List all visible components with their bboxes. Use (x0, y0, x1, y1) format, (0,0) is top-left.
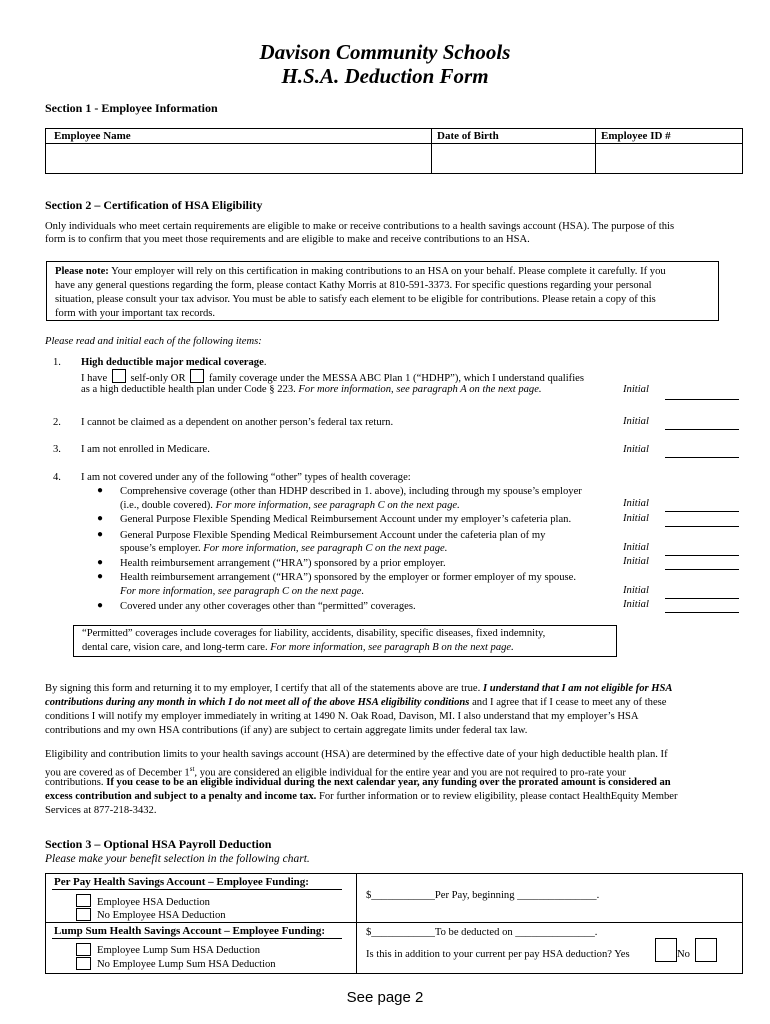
bullet4-initial-line[interactable] (665, 568, 739, 570)
sign-line1: By signing this form and returning it to my employer, I certify that all of the statements above are true. (45, 683, 483, 694)
bullet3-initial-line[interactable] (665, 554, 739, 556)
employee-lump-sum-checkbox[interactable] (76, 943, 91, 956)
bullet3-line2: spouse’s employer. (120, 543, 204, 554)
item1-self-only: self-only OR (130, 373, 186, 384)
note-line1: Your employer will rely on this certification in making contributions to an HSA on your behalf. Please complete it carefully. If you (108, 266, 666, 277)
elig-line3a: contributions. (45, 777, 107, 788)
employee-id-header: Employee ID # (601, 130, 671, 142)
bullet5-more-info: For more information, see paragraph C on the next page. (120, 586, 365, 597)
bullet6-initial-label: Initial (623, 599, 649, 610)
bullet-4: ● (97, 557, 104, 568)
bullet2-text: General Purpose Flexible Spending Medical Reimbursement Account under my employer’s cafeteria plan. (120, 514, 572, 525)
item1-title-end: . (263, 357, 267, 368)
item3-text: I am not enrolled in Medicare. (81, 444, 210, 455)
item1-number: 1. (53, 357, 61, 368)
section1-heading: Section 1 - Employee Information (45, 101, 218, 115)
item1-family-coverage: family coverage under the MESSA ABC Plan 1 (“HDHP”), which I understand qualifies (208, 373, 584, 384)
opt-hsa-label: Employee HSA Deduction (97, 897, 210, 908)
form-title-line1: Davison Community Schools (259, 40, 511, 64)
item4-text: I am not covered under any of the following “other” types of health coverage: (81, 472, 411, 483)
note-line3: situation, please consult your tax advisor. You must be able to satisfy each element to be eligible for contributions. Please retain a copy of this (55, 294, 656, 305)
see-page-2: See page 2 (346, 989, 424, 1006)
item2-number: 2. (53, 417, 61, 428)
bullet6-text: Covered under any other coverages other than “permitted” coverages. (120, 601, 416, 612)
intro-line1: Only individuals who meet certain requirements are eligible to make or receive contributions to a health savings account (HSA). The purpose of this (45, 221, 675, 232)
item2-text: I cannot be claimed as a dependent on another person’s federal tax return. (81, 417, 394, 428)
sign-line4: contributions and my own HSA contributions (if any) are subject to certain aggregate limits under federal tax law. (45, 725, 528, 736)
bullet5-initial-label: Initial (623, 585, 649, 596)
sign-line3: conditions I will notify my employer immediately in writing at 1490 N. Oak Road, Davison, MI. I also understand that my employer’s HSA (45, 711, 639, 722)
permitted-line2: dental care, vision care, and long-term care. (82, 642, 271, 653)
bullet5-line1: Health reimbursement arrangement (“HRA”) sponsored by the employer or former employer of my spouse. (120, 572, 576, 583)
elig-line1: Eligibility and contribution limits to your health savings account (HSA) are determined by the effective date of your high deductible health plan. If (45, 749, 668, 760)
intro-line2: form is to confirm that you meet those requirements and are eligible to make and receive contributions to an HSA. (45, 234, 530, 245)
item1-more-info: For more information, see paragraph A on the next page. (298, 384, 542, 395)
bullet4-text: Health reimbursement arrangement (“HRA”) sponsored by a prior employer. (120, 558, 446, 569)
opt-lump-label: Employee Lump Sum HSA Deduction (97, 945, 261, 956)
per-pay-header: Per Pay Health Savings Account – Employee Funding: (54, 876, 309, 888)
date-of-birth-header: Date of Birth (437, 130, 499, 142)
note-line2: have any general questions regarding the form, please contact Kathy Morris at 810-591-3373. For specific questions regarding your personal (55, 280, 652, 291)
bullet2-initial-label: Initial (623, 513, 649, 524)
sign-line2: and I agree that if I cease to meet any of these (469, 697, 667, 708)
bullet1-initial-line[interactable] (665, 510, 739, 512)
bullet3-more-info: For more information, see paragraph C on the next page. (203, 543, 448, 554)
item4-number: 4. (53, 472, 61, 483)
lump-sum-amount-field[interactable]: $____________To be deducted on _______________. (366, 927, 598, 938)
item3-number: 3. (53, 444, 61, 455)
lump-sum-header: Lump Sum Health Savings Account – Employee Funding: (54, 925, 326, 937)
opt-no-lump-label: No Employee Lump Sum HSA Deduction (97, 959, 276, 970)
bullet1-more-info: For more information, see paragraph C on the next page. (215, 500, 460, 511)
employee-info-table (45, 128, 743, 174)
permitted-line1: “Permitted” coverages include coverages for liability, accidents, disability, specific diseases, fixed indemnity, (82, 628, 546, 639)
bullet1-line2: (i.e., double covered). (120, 500, 216, 511)
bullet1-line1: Comprehensive coverage (other than HDHP described in 1. above), including through my spouse’s employer (120, 486, 582, 497)
sign-line1-emphasis: I understand that I am not eligible for HSA (482, 683, 673, 694)
item1-line3: as a high deductible health plan under Code § 223. (81, 384, 299, 395)
opt-no-hsa-label: No Employee HSA Deduction (97, 910, 226, 921)
bullet4-initial-label: Initial (623, 556, 649, 567)
permitted-coverages-box (73, 625, 617, 657)
employee-name-field[interactable] (47, 145, 430, 171)
elig-line4b: For further information or to review eligibility, please contact HealthEquity Member (316, 791, 678, 802)
bullet6-initial-line[interactable] (665, 611, 739, 613)
addition-question: Is this in addition to your current per pay HSA deduction? Yes (366, 949, 630, 960)
addition-no-checkbox[interactable] (695, 938, 717, 962)
item3-initial-line[interactable] (665, 456, 739, 458)
employee-hsa-deduction-checkbox[interactable] (76, 894, 91, 907)
per-pay-amount-field[interactable]: $____________Per Pay, beginning _______________. (366, 890, 600, 901)
elig-line2b: , you are considered an eligible individual for the entire year and you are not required to pro-rate your (194, 767, 626, 779)
addition-yes-checkbox[interactable] (655, 938, 677, 962)
note-label: Please note: (55, 266, 109, 277)
bullet2-initial-line[interactable] (665, 525, 739, 527)
sign-line2-emphasis: contributions during any month in which I do not meet all of the above HSA eligibility conditions (45, 697, 470, 708)
bullet-3: ● (97, 529, 104, 540)
instruction-text: Please read and initial each of the following items: (45, 336, 262, 347)
note-line4: form with your important tax records. (55, 308, 216, 319)
form-title-line2: H.S.A. Deduction Form (281, 64, 489, 88)
no-employee-hsa-deduction-checkbox[interactable] (76, 908, 91, 921)
section3-heading: Section 3 – Optional HSA Payroll Deduction (45, 837, 272, 851)
permitted-more-info: For more information, see paragraph B on the next page. (270, 642, 514, 653)
item3-initial-label: Initial (623, 444, 649, 455)
bullet-2: ● (97, 513, 104, 524)
section2-heading: Section 2 – Certification of HSA Eligibility (45, 198, 263, 212)
date-of-birth-field[interactable] (433, 145, 594, 171)
item2-initial-label: Initial (623, 416, 649, 427)
family-checkbox[interactable] (190, 369, 204, 383)
bullet3-line1: General Purpose Flexible Spending Medical Reimbursement Account under the cafeteria plan of my (120, 530, 546, 541)
elig-line2a: you are covered as of December 1 (45, 767, 190, 779)
item1-i-have: I have (81, 373, 108, 384)
employee-id-field[interactable] (597, 145, 741, 171)
item2-initial-line[interactable] (665, 428, 739, 430)
bullet1-initial-label: Initial (623, 498, 649, 509)
note-box (46, 261, 719, 321)
bullet3-initial-label: Initial (623, 542, 649, 553)
employee-name-header: Employee Name (54, 130, 131, 142)
item1-title: High deductible major medical coverage (81, 357, 264, 368)
elig-superscript: st (189, 765, 195, 773)
no-employee-lump-sum-checkbox[interactable] (76, 957, 91, 970)
bullet-6: ● (97, 600, 104, 611)
elig-line4-bold: excess contribution and subject to a penalty and income tax. (45, 791, 317, 802)
elig-line3-bold: If you cease to be an eligible individual during the next calendar year, any funding over the prorated amount is considered an (106, 777, 671, 788)
item1-initial-line[interactable] (665, 398, 739, 400)
self-only-checkbox[interactable] (112, 369, 126, 383)
elig-line5: Services at 877-218-3432. (45, 805, 157, 816)
payroll-deduction-table (45, 873, 743, 974)
no-label: No (677, 949, 690, 960)
bullet-5: ● (97, 571, 104, 582)
section3-subheading: Please make your benefit selection in the following chart. (45, 853, 310, 865)
bullet-1: ● (97, 485, 104, 496)
item1-initial-label: Initial (623, 384, 649, 395)
bullet5-initial-line[interactable] (665, 597, 739, 599)
